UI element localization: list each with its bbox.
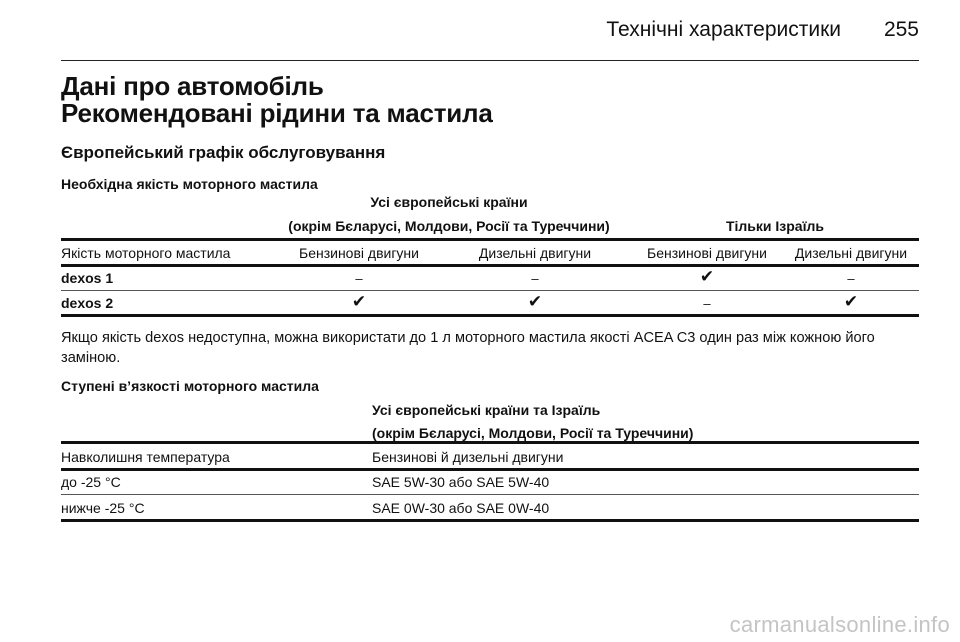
chapter-title: Дані про автомобіль — [61, 71, 324, 101]
column-header-engines: Бензинові й дизельні двигуни — [372, 449, 564, 465]
table-cell: до -25 °C — [61, 474, 121, 490]
page-header — [61, 18, 919, 48]
viscosity-table-label: Ступені в’язкості моторного мастила — [61, 378, 319, 394]
group-header-europe-exceptions: (окрім Бєларусі, Молдови, Росії та Туреччини) — [288, 218, 610, 234]
table-row-divider — [61, 290, 919, 291]
table-rule — [61, 519, 919, 522]
table-rule — [61, 264, 919, 267]
group-header-israel: Тільки Ізраїль — [725, 218, 825, 234]
row-label-dexos2: dexos 2 — [61, 295, 114, 311]
check-mark-icon: ✔ — [843, 292, 859, 311]
oil-quality-table-label: Необхідна якість моторного мастила — [61, 176, 318, 192]
table-cell: – — [847, 271, 855, 286]
section-title: Технічні характеристики — [606, 18, 841, 41]
table-cell: SAE 5W-30 або SAE 5W-40 — [372, 474, 550, 490]
table-rule — [61, 441, 919, 444]
subsection-heading: Європейський графік обслуговування — [61, 143, 386, 162]
table-cell: – — [703, 296, 711, 311]
table-cell: SAE 0W-30 або SAE 0W-40 — [372, 500, 550, 516]
check-mark-icon: ✔ — [351, 292, 367, 311]
table-cell: – — [531, 271, 539, 286]
table-cell: нижче -25 °C — [61, 500, 145, 516]
group-header-europe-israel: Усі європейські країни та Ізраїль — [372, 402, 601, 418]
table-cell: – — [355, 271, 363, 286]
note-paragraph: Якщо якість dexos недоступна, можна використати до 1 л моторного мастила якості ACEA C3 один раз між кожною його заміною. — [61, 330, 875, 366]
row-label-dexos1: dexos 1 — [61, 270, 114, 286]
column-header-diesel-israel: Дизельні двигуни — [794, 245, 908, 261]
group-header-europe: Усі європейські країни — [370, 194, 528, 210]
column-header-quality: Якість моторного мастила — [61, 245, 231, 261]
section-heading: Рекомендовані рідини та мастила — [61, 98, 493, 128]
column-header-petrol-europe: Бензинові двигуни — [299, 245, 419, 261]
column-header-temperature: Навколишня температура — [61, 449, 230, 465]
table-rule — [61, 238, 919, 241]
column-header-petrol-israel: Бензинові двигуни — [647, 245, 767, 261]
column-header-diesel-europe: Дизельні двигуни — [478, 245, 592, 261]
header-divider — [61, 60, 919, 61]
group-header-exceptions: (окрім Бєларусі, Молдови, Росії та Туреччини) — [372, 425, 694, 441]
check-mark-icon: ✔ — [527, 292, 543, 311]
table-rule — [61, 314, 919, 317]
table-rule — [61, 468, 919, 471]
page-number: 255 — [883, 18, 919, 41]
table-row-divider — [61, 494, 919, 495]
watermark: carmanualsonline.info — [729, 612, 950, 637]
check-mark-icon: ✔ — [699, 267, 715, 286]
